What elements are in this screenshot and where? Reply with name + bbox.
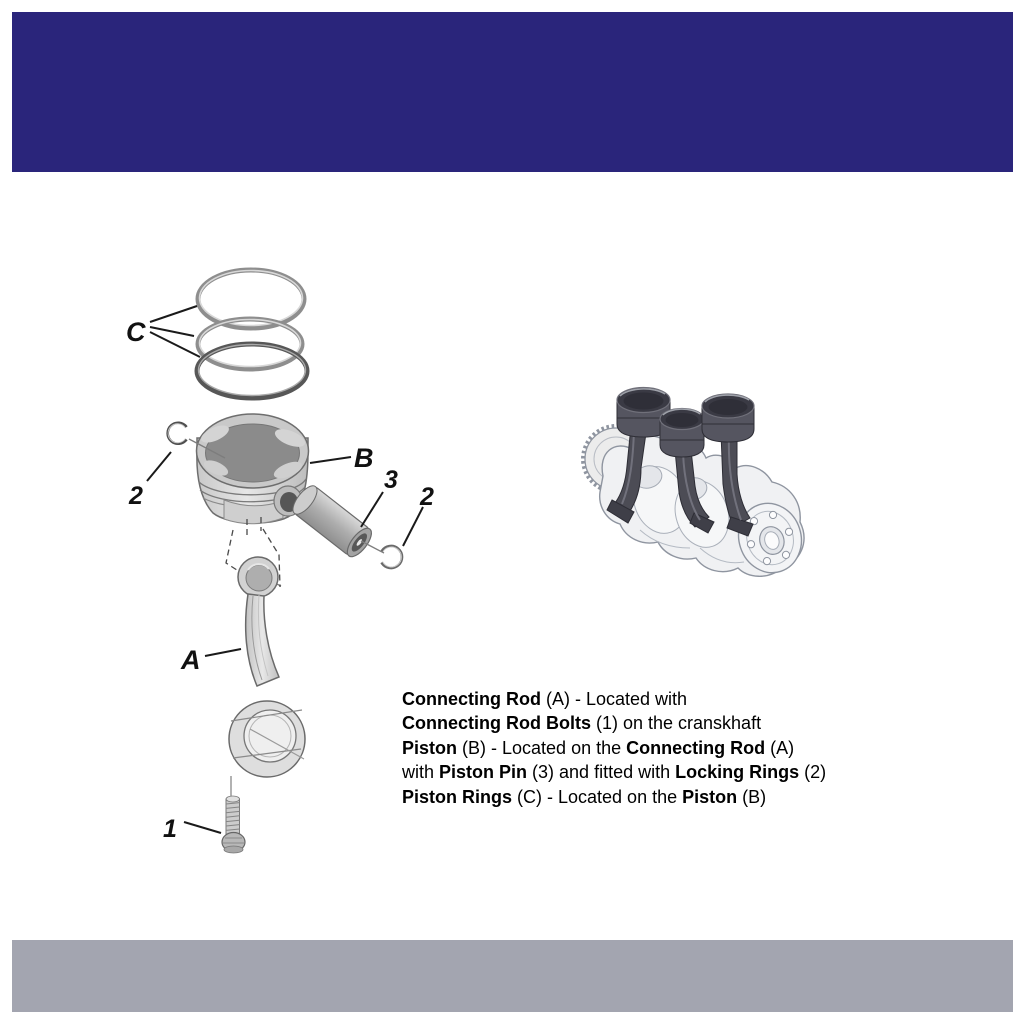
caption-line [402,785,826,809]
caption-text: (B) - Located on the [457,737,627,758]
caption-text: (2) [799,762,827,783]
caption-part-name: Piston Rings [402,786,513,807]
caption-part-name: Piston [682,786,738,807]
piston [197,414,309,524]
caption-line [402,736,826,760]
locking-ring-left [168,423,187,444]
caption-text: (3) and fitted with [527,762,676,783]
caption-part-name: Piston Pin [439,762,528,783]
crankshaft-assembly [583,388,810,581]
piston-rings [197,270,307,398]
caption-text: (A) [765,737,795,758]
parts-description [402,687,826,809]
caption-text: with [402,762,440,783]
caption-line [402,687,826,711]
caption-text: (A) - Located with [540,689,688,709]
caption-part-name: Connecting Rod [402,689,541,709]
label-piston-rings: C [126,317,146,347]
label-connecting-rod: A [181,645,201,675]
caption-text: (C) - Located on the [512,786,683,807]
piston-pin [289,482,376,561]
connecting-rod [229,557,305,777]
label-locking-ring-right: 2 [420,483,434,511]
caption-part-name: Connecting Rod Bolts [402,713,591,734]
caption-part-name: Piston [402,737,458,758]
label-bolt: 1 [163,815,177,843]
label-piston-pin: 3 [384,466,398,494]
caption-line [402,760,826,784]
locking-ring-right [382,546,403,568]
caption-line [402,711,826,735]
caption-text: (1) on the cranskhaft [590,713,762,734]
caption-part-name: Connecting Rod [626,737,766,758]
caption-part-name: Locking Rings [675,762,800,783]
caption-text: (B) [737,786,767,807]
label-locking-ring-left: 2 [129,482,143,510]
label-piston: B [354,443,374,473]
connecting-rod-bolt [222,776,245,853]
